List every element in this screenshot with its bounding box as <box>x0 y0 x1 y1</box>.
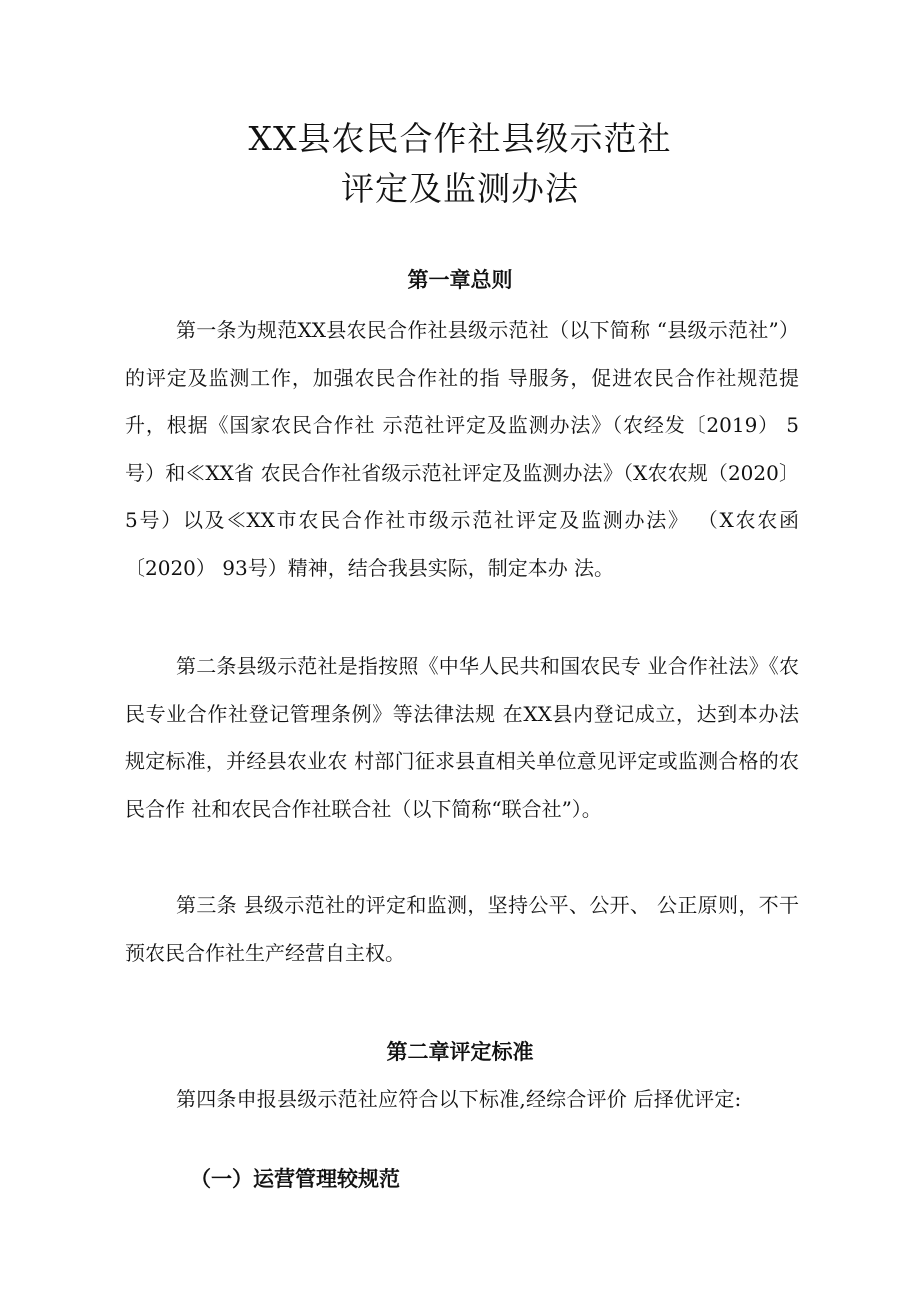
chapter-2-heading: 第二章评定标准 <box>386 1040 534 1064</box>
document-title-line-1: XX县农民合作社县级示范社 <box>248 119 672 158</box>
article-2-paragraph: 第二条县级示范社是指按照《中华人民共和国农民专 业合作社法》《农民专业合作社登记管理条例》等法律法规 在XX县内登记成立，达到本办法规定标准，并经县农业农 村部门征求县直相关单位意见评定或监测合格的农民合作 社和农民合作社联合社（以下简称“联合社”）。 <box>125 654 799 821</box>
section-1-heading: （一）运营管理较规范 <box>190 1167 400 1191</box>
chapter-1-heading: 第一章总则 <box>407 268 513 292</box>
article-4-paragraph: 第四条申报县级示范社应符合以下标准,经综合评价 后择优评定: <box>176 1087 742 1111</box>
document-title-line-2: 评定及监测办法 <box>341 169 579 208</box>
article-3-paragraph: 第三条 县级示范社的评定和监测，坚持公平、公开、 公正原则，不干预农民合作社生产经营自主权。 <box>125 893 799 965</box>
article-1-paragraph: 第一条为规范XX县农民合作社县级示范社（以下简称 “县级示范社”）的评定及监测工作，加强农民合作社的指 导服务，促进农民合作社规范提升，根据《国家农民合作社 示范社评定及监测办法》（农经发〔2019） 5号）和≪XX省 农民合作社省级示范社评定及监测办法》（X农农规（2020〕 5号）以及≪XX市农民合作社市级示范社评定及监测办法》 （X农农函〔2020） 93号）精神，结合我县实际，制定本办 法。 <box>125 318 799 580</box>
